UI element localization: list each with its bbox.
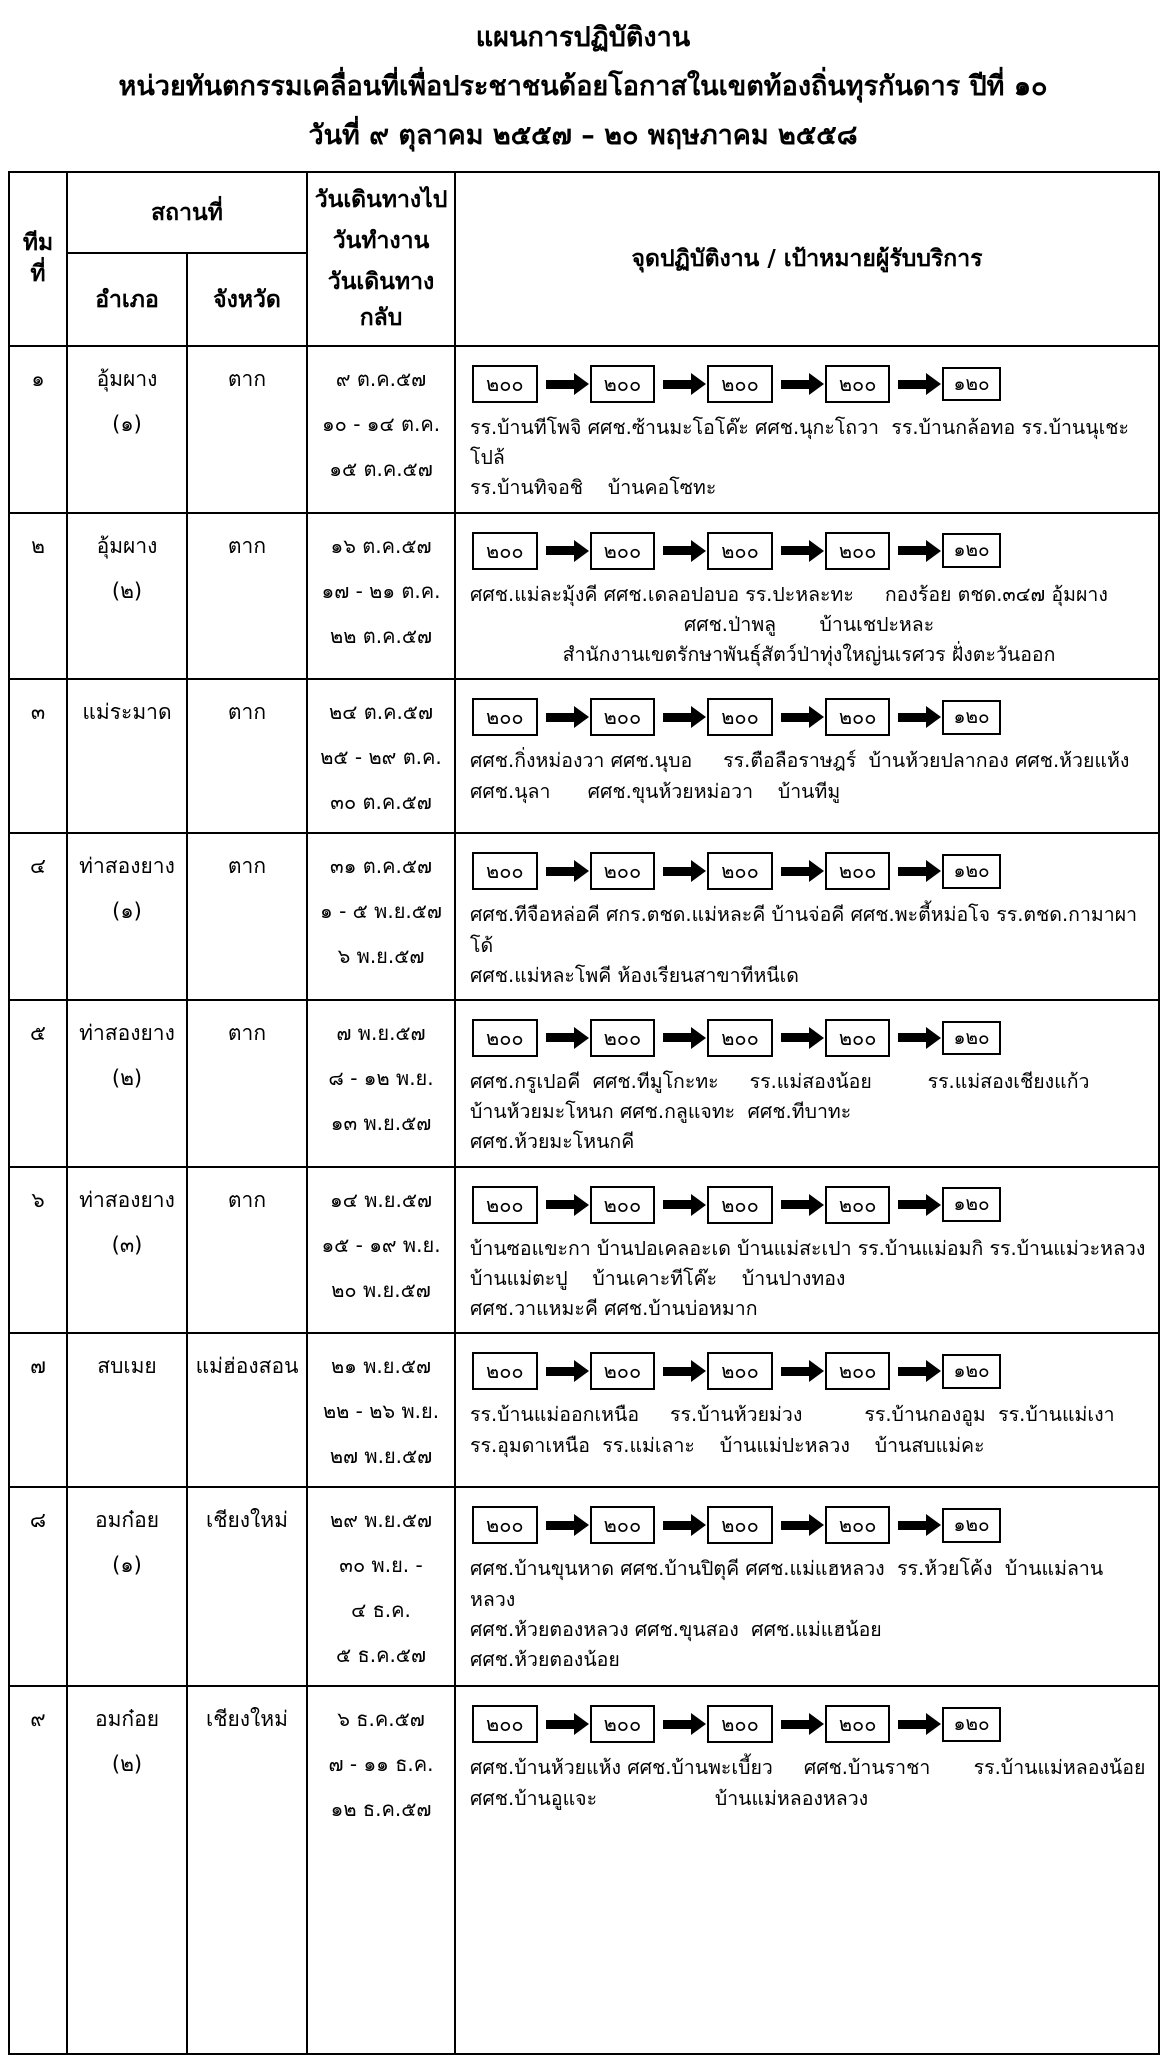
date-line: ๑๕ ต.ค.๕๗ [329,457,433,481]
team-number-cell: ๕ [9,1000,67,1167]
location-line: ศศช.นุลา ศศช.ขุนห้วยหม่อวา บ้านทีมู [470,779,841,803]
arrow-right-icon [663,1367,691,1376]
operation-cell [455,679,1159,833]
target-box: ๑๒๐ [942,1021,1000,1056]
date-line: ๗ - ๑๑ ธ.ค. [328,1752,434,1777]
target-box: ๒๐๐ [472,1705,538,1743]
operation-cell [455,513,1159,680]
location-line: รร.บ้านแม่ออกเหนือ รร.บ้านห้วยม่วง รร.บ้านกองอูม รร.บ้านแม่เงา [470,1403,1115,1427]
province-cell: เชียงใหม่ [187,1686,307,2054]
arrow-right-icon [781,1521,809,1530]
document-title [0,0,1166,149]
operation-cell [455,833,1159,1000]
location-line: ศศช.กิ่งหม่องวา ศศช.นุบอ รร.ตือลือราษฎร์ บ้านห้วยปลากอง ศศช.ห้วยแห้ง [470,749,1130,773]
arrow-right-icon [663,546,691,555]
table-row [9,833,1159,1000]
date-line: ๓๐ พ.ย. - [339,1553,423,1578]
location-line: ศศช.ห้วยตองน้อย [470,1647,620,1671]
location-line: บ้านแม่ตะปู บ้านเคาะทีโค๊ะ บ้านปางทอง [470,1266,846,1290]
arrow-right-icon [898,867,926,876]
dates-cell [307,1167,455,1334]
date-line: ๒๔ ต.ค.๕๗ [329,700,433,725]
arrow-right-icon [898,1033,926,1042]
arrow-right-icon [546,1200,574,1209]
arrow-right-icon [546,546,574,555]
team-number-cell: ๘ [9,1487,67,1686]
table-row [9,1686,1159,2054]
title-line-2: หน่วยทันตกรรมเคลื่อนที่เพื่อประชาชนด้อยโอกาสในเขตท้องถิ่นทุรกันดาร ปีที่ ๑๐ [118,71,1048,102]
district-line: แม่ระมาด [82,700,172,725]
arrow-right-icon [898,1200,926,1209]
location-line: ศศช.กรูเปอคี ศศช.ทีมูโกะทะ รร.แม่สองน้อย รร.แม่สองเชียงแก้ว [470,1069,1090,1093]
target-box: ๒๐๐ [707,698,773,736]
arrow-right-icon [898,546,926,555]
province-cell: ตาก [187,679,307,833]
target-box: ๒๐๐ [590,698,656,736]
target-box: ๒๐๐ [590,1506,656,1544]
date-line: ๒๕ - ๒๙ ต.ค. [320,745,442,770]
arrow-right-icon [781,1720,809,1729]
arrow-right-icon [781,867,809,876]
target-box: ๒๐๐ [472,532,538,570]
district-line: (๒) [111,578,143,603]
dates-cell [307,346,455,513]
location-line: สำนักงานเขตรักษาพันธุ์สัตว์ป่าทุ่งใหญ่นเรศวร ฝั่งตะวันออก [562,643,1056,667]
target-box: ๒๐๐ [590,1019,656,1057]
target-box: ๒๐๐ [472,1186,538,1224]
operation-cell [455,1487,1159,1686]
target-box: ๒๐๐ [472,1506,538,1544]
target-box: ๒๐๐ [590,1186,656,1224]
target-flow [472,852,1148,890]
header-team-line-1: ทีม [22,229,54,256]
target-box: ๒๐๐ [825,698,891,736]
dates-cell [307,1686,455,2054]
target-box: ๑๒๐ [942,533,1000,568]
operation-cell [455,1686,1159,2054]
team-number-cell: ๑ [9,346,67,513]
header-team [9,172,67,346]
date-line: ๒๒ ต.ค.๕๗ [330,623,432,648]
location-line: ศศช.บ้านห้วยแห้ง ศศช.บ้านพะเบี้ยว ศศช.บ้านราชา รร.บ้านแม่หลองน้อย [470,1756,1146,1780]
target-box: ๒๐๐ [707,1506,773,1544]
team-number-cell: ๔ [9,833,67,1000]
district-line: (๑) [112,899,142,924]
target-box: ๑๒๐ [942,1508,1000,1543]
target-box: ๒๐๐ [707,1352,773,1390]
arrow-right-icon [663,380,691,389]
table-row [9,1333,1159,1487]
province-cell: ตาก [187,833,307,1000]
arrow-right-icon [898,380,926,389]
target-box: ๑๒๐ [942,1187,1000,1222]
header-place: สถานที่ [67,172,307,253]
location-line: ศศช.แม่ละมุ้งคี ศศช.เดลอปอบอ รร.ปะหละทะ กองร้อย ตชด.๓๔๗ อุ้มผาง [470,582,1108,606]
date-line: ๒๙ พ.ย.๕๗ [330,1508,432,1533]
table-row [9,1167,1159,1334]
title-line-3: วันที่ ๙ ตุลาคม ๒๕๕๗ – ๒๐ พฤษภาคม ๒๕๕๘ [308,120,858,151]
target-box: ๑๒๐ [942,700,1000,735]
arrow-right-icon [663,713,691,722]
date-line: ๗ พ.ย.๕๗ [336,1020,426,1045]
operation-cell [455,1167,1159,1334]
target-box: ๑๒๐ [942,1707,1000,1742]
arrow-right-icon [663,1200,691,1209]
district-line: ท่าสองยาง [79,1020,175,1045]
district-cell [67,1487,187,1686]
target-box: ๑๒๐ [942,367,1000,402]
target-flow [472,365,1148,403]
district-line: (๒) [111,1065,143,1090]
target-box: ๒๐๐ [825,852,891,890]
district-cell [67,513,187,680]
header-dates-line-1: วันเดินทางไป [314,187,448,213]
location-line: ศศช.วาแหมะคี ศศช.บ้านบ่อหมาก [470,1297,758,1321]
date-line: ๑ - ๕ พ.ย.๕๗ [320,899,442,924]
table-row [9,346,1159,513]
header-dates [307,172,455,346]
dates-cell [307,1000,455,1167]
target-box: ๒๐๐ [707,1019,773,1057]
province-cell: ตาก [187,1167,307,1334]
date-line: ๖ พ.ย.๕๗ [337,944,425,969]
target-box: ๒๐๐ [707,1705,773,1743]
target-box: ๒๐๐ [825,1506,891,1544]
arrow-right-icon [663,1720,691,1729]
target-box: ๒๐๐ [472,1352,538,1390]
table-body [9,346,1159,2054]
province-cell: เชียงใหม่ [187,1487,307,1686]
district-line: (๒) [111,1752,143,1777]
arrow-right-icon [546,1033,574,1042]
arrow-right-icon [781,380,809,389]
arrow-right-icon [663,867,691,876]
location-line: ศศช.ห้วยตองหลวง ศศช.ขุนสอง ศศช.แม่แฮน้อย [470,1617,882,1641]
target-box: ๒๐๐ [825,1186,891,1224]
date-line: ๖ ธ.ค.๕๗ [337,1707,425,1732]
arrow-right-icon [781,1033,809,1042]
target-box: ๒๐๐ [590,365,656,403]
district-cell [67,1167,187,1334]
target-box: ๒๐๐ [825,532,891,570]
header-district: อำเภอ [67,253,187,346]
target-flow [472,532,1148,570]
team-number-cell: ๓ [9,679,67,833]
district-cell [67,1000,187,1167]
province-cell: แม่ฮ่องสอน [187,1333,307,1487]
arrow-right-icon [898,1521,926,1530]
team-number-cell: ๖ [9,1167,67,1334]
target-flow [472,1352,1148,1390]
location-line: รร.บ้านทิจอชิ บ้านคอโซทะ [470,476,717,500]
date-line: ๑๒ ธ.ค.๕๗ [330,1797,432,1822]
table-header [9,172,1159,346]
location-line: ศศช.ทีจือหล่อคี ศกร.ตชด.แม่หละคี บ้านจ่อคี ศศช.พะตี้หม่อโจ รร.ตชด.กามาผาโด้ [470,903,1138,957]
target-flow [472,1705,1148,1743]
target-box: ๒๐๐ [707,365,773,403]
target-box: ๒๐๐ [825,1019,891,1057]
arrow-right-icon [546,1521,574,1530]
location-line: ศศช.แม่หละโพคี ห้องเรียนสาขาทีหนีเด [470,963,799,987]
dates-cell [307,679,455,833]
header-dates-line-2: วันทำงาน [332,228,430,254]
location-line: รร.อุมดาเหนือ รร.แม่เลาะ บ้านแม่ปะหลวง บ้านสบแม่คะ [470,1433,985,1457]
arrow-right-icon [781,713,809,722]
target-box: ๒๐๐ [707,532,773,570]
operation-cell [455,1000,1159,1167]
table-row [9,1487,1159,1686]
target-box: ๒๐๐ [590,1352,656,1390]
table-row [9,1000,1159,1167]
date-line: ๘ - ๑๒ พ.ย. [328,1065,434,1090]
target-box: ๒๐๐ [472,365,538,403]
province-cell: ตาก [187,346,307,513]
target-flow [472,1019,1148,1057]
target-box: ๒๐๐ [707,1186,773,1224]
date-line: ๒๒ - ๒๖ พ.ย. [322,1399,440,1424]
district-line: (๑) [112,1553,142,1578]
target-box: ๑๒๐ [942,854,1000,889]
target-box: ๒๐๐ [825,365,891,403]
operation-cell [455,346,1159,513]
dates-cell [307,1487,455,1686]
district-line: (๓) [111,1232,143,1257]
target-box: ๒๐๐ [590,532,656,570]
target-box: ๒๐๐ [472,698,538,736]
date-line: ๓๐ ต.ค.๕๗ [330,790,432,815]
header-team-line-2: ที่ [30,261,46,287]
location-line: ศศช.บ้านอูแจะ บ้านแม่หลองหลวง [470,1786,869,1810]
arrow-right-icon [663,1521,691,1530]
header-operation: จุดปฏิบัติงาน / เป้าหมายผู้รับบริการ [455,172,1159,346]
district-line: อมก๋อย [94,1707,160,1732]
header-province: จังหวัด [187,253,307,346]
operation-cell [455,1333,1159,1487]
target-flow [472,1186,1148,1224]
team-number-cell: ๗ [9,1333,67,1487]
arrow-right-icon [546,1720,574,1729]
location-line: ศศช.ห้วยมะโหนกคี [470,1130,635,1154]
date-line: ๔ ธ.ค. [351,1598,411,1623]
date-line: ๑๗ - ๒๑ ต.ค. [321,578,441,603]
date-line: ๑๖ ต.ค.๕๗ [330,533,432,558]
schedule-table [8,171,1160,2055]
date-line: ๑๕ - ๑๙ พ.ย. [321,1232,441,1257]
target-box: ๒๐๐ [590,852,656,890]
title-line-1: แผนการปฏิบัติงาน [475,22,691,53]
date-line: ๑๔ พ.ย.๕๗ [330,1187,432,1212]
dates-cell [307,1333,455,1487]
target-flow [472,698,1148,736]
arrow-right-icon [663,1033,691,1042]
arrow-right-icon [781,1200,809,1209]
district-line: ท่าสองยาง [79,1187,175,1212]
team-number-cell: ๙ [9,1686,67,2054]
target-box: ๒๐๐ [707,852,773,890]
target-flow [472,1506,1148,1544]
district-cell [67,833,187,1000]
arrow-right-icon [546,380,574,389]
district-cell [67,1686,187,2054]
location-line: รร.บ้านทีโพจิ ศศช.ซ้านมะโอโค๊ะ ศศช.นุกะโถวา รร.บ้านกล้อทอ รร.บ้านนุเชะโปล้ [470,416,1129,470]
district-line: สบเมย [97,1354,157,1379]
target-box: ๒๐๐ [472,1019,538,1057]
arrow-right-icon [898,1367,926,1376]
province-cell: ตาก [187,513,307,680]
location-line: บ้านห้วยมะโหนก ศศช.กลูแจทะ ศศช.ทีบาทะ [470,1100,852,1124]
team-number-cell: ๒ [9,513,67,680]
date-line: ๓๑ ต.ค.๕๗ [330,854,432,879]
header-dates-line-3: วันเดินทางกลับ [327,269,435,331]
province-cell: ตาก [187,1000,307,1167]
table-row [9,513,1159,680]
arrow-right-icon [781,1367,809,1376]
arrow-right-icon [898,1720,926,1729]
district-cell [67,679,187,833]
district-cell [67,1333,187,1487]
district-line: อมก๋อย [94,1508,160,1533]
date-line: ๕ ธ.ค.๕๗ [336,1643,426,1668]
target-box: ๒๐๐ [825,1352,891,1390]
date-line: ๒๐ พ.ย.๕๗ [331,1277,431,1302]
target-box: ๑๒๐ [942,1354,1000,1389]
target-box: ๒๐๐ [825,1705,891,1743]
arrow-right-icon [546,713,574,722]
table-row [9,679,1159,833]
arrow-right-icon [546,867,574,876]
date-line: ๑๐ - ๑๔ ต.ค. [321,412,441,436]
district-cell [67,346,187,513]
location-line: ศศช.บ้านขุนหาด ศศช.บ้านปิตุคี ศศช.แม่แฮหลวง รร.ห้วยโค้ง บ้านแม่ลานหลวง [470,1557,1104,1611]
arrow-right-icon [546,1367,574,1376]
district-line: ท่าสองยาง [79,854,175,879]
location-line: ศศช.ป่าพลู บ้านเชปะหละ [683,612,935,636]
date-line: ๒๗ พ.ย.๕๗ [329,1444,433,1469]
district-line: (๑) [112,412,142,436]
target-box: ๒๐๐ [590,1705,656,1743]
district-line: อุ้มผาง [96,533,158,558]
dates-cell [307,513,455,680]
date-line: ๙ ต.ค.๕๗ [335,367,427,391]
dates-cell [307,833,455,1000]
arrow-right-icon [781,546,809,555]
header-row-1 [9,172,1159,253]
target-box: ๒๐๐ [472,852,538,890]
date-line: ๒๑ พ.ย.๕๗ [331,1354,432,1379]
arrow-right-icon [898,713,926,722]
date-line: ๑๓ พ.ย.๕๗ [330,1110,432,1135]
location-line: บ้านซอแขะกา บ้านปอเคลอะเด บ้านแม่สะเปา รร.บ้านแม่อมกิ รร.บ้านแม่วะหลวง [470,1236,1146,1260]
district-line: อุ้มผาง [96,367,158,391]
